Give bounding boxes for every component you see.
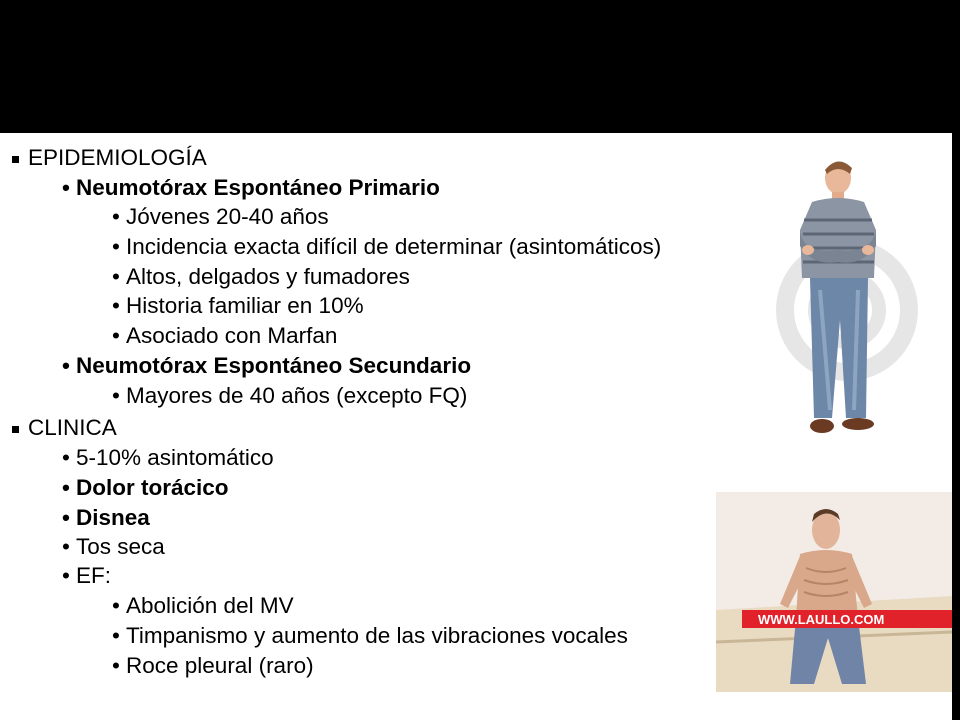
list-item: • Altos, delgados y fumadores [112,264,410,289]
square-bullet-icon [12,156,19,163]
list-item: • 5-10% asintomático [62,445,274,470]
list-item: • Disnea [62,505,150,530]
list-item: • Jóvenes 20-40 años [112,204,329,229]
nes-heading: • Neumotórax Espontáneo Secundario [62,353,472,378]
list-item: • Dolor torácico [62,475,229,500]
nep-heading: • Neumotórax Espontáneo Primario [62,175,440,200]
square-bullet-icon [12,426,19,433]
section-clinica: CLINICA [12,413,117,443]
list-item: • Tos seca [62,534,165,559]
list-item: • Historia familiar en 10% [112,293,364,318]
list-item: • Asociado con Marfan [112,323,338,348]
list-item: • Mayores de 40 años (excepto FQ) [112,383,468,408]
list-item: • EF: [62,563,112,588]
patient-image [716,492,952,692]
watermark-text: WWW.LAULLO.COM [758,612,885,627]
standing-man-image [742,150,955,462]
list-item: • Timpanismo y aumento de las vibraciones vocales [112,623,628,648]
section-epidemiologia: EPIDEMIOLOGÍA [12,143,207,173]
list-item: • Abolición del MV [112,593,294,618]
list-item: • Roce pleural (raro) [112,653,314,678]
list-item: • Incidencia exacta difícil de determinar (asintomáticos) [112,234,662,259]
